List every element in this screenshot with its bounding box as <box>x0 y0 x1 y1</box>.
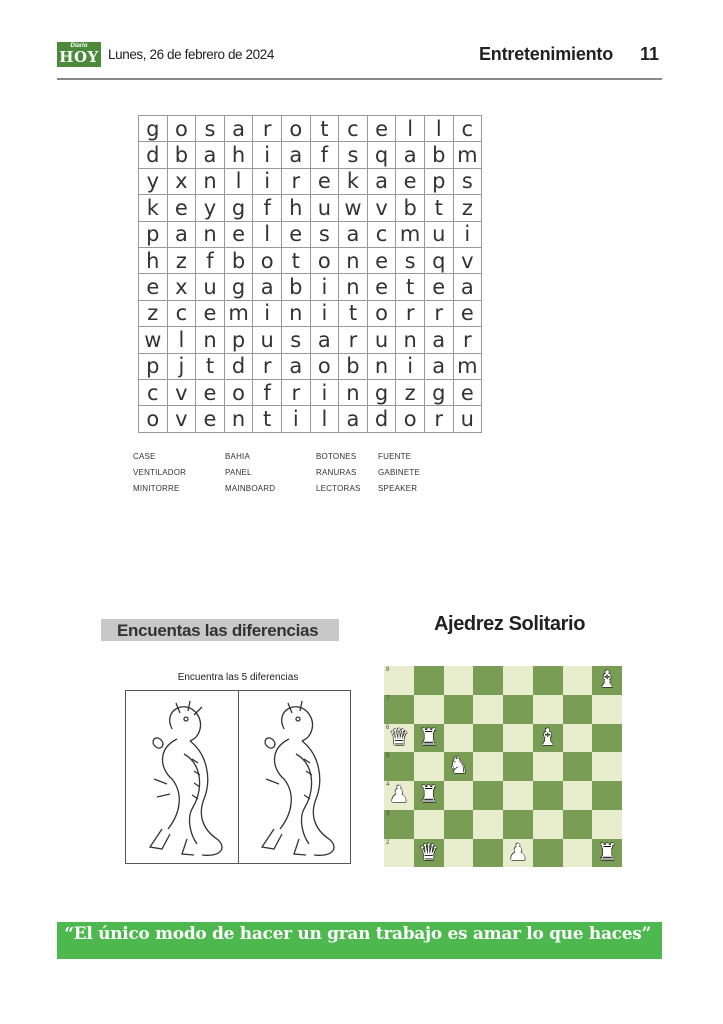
chess-square <box>563 752 593 781</box>
grid-letter: z <box>396 379 425 405</box>
grid-letter: n <box>367 353 396 379</box>
grid-letter: e <box>196 300 225 326</box>
chess-piece-icon: ♝ <box>537 724 558 751</box>
grid-letter: s <box>453 168 482 194</box>
grid-letter: v <box>453 247 482 273</box>
grid-letter: a <box>396 142 425 168</box>
chess-square <box>533 752 563 781</box>
grid-letter: x <box>167 168 196 194</box>
grid-letter: l <box>310 406 339 432</box>
grid-letter: e <box>196 379 225 405</box>
chess-square <box>533 666 563 695</box>
grid-letter: w <box>339 195 368 221</box>
dragon-drawing-left-icon <box>132 699 232 859</box>
grid-letter: l <box>424 116 453 142</box>
grid-letter: n <box>396 327 425 353</box>
chess-square <box>473 666 503 695</box>
grid-letter: f <box>196 247 225 273</box>
chess-square <box>444 781 474 810</box>
grid-letter: k <box>139 195 168 221</box>
chess-square <box>503 695 533 724</box>
grid-letter: e <box>167 195 196 221</box>
grid-letter: m <box>224 300 253 326</box>
grid-letter: i <box>253 142 282 168</box>
grid-letter: y <box>139 168 168 194</box>
grid-letter: s <box>310 221 339 247</box>
grid-letter: w <box>139 327 168 353</box>
chess-square <box>444 695 474 724</box>
word-list-item: PANEL <box>225 468 252 477</box>
grid-letter: e <box>367 274 396 300</box>
word-list-item: GABINETE <box>378 468 421 477</box>
grid-letter: b <box>339 353 368 379</box>
grid-letter: a <box>167 221 196 247</box>
word-list-item: CASE <box>133 452 156 461</box>
grid-letter: s <box>281 327 310 353</box>
rank-label: 5 <box>386 753 390 760</box>
grid-letter: c <box>367 221 396 247</box>
grid-letter: q <box>367 142 396 168</box>
grid-letter: z <box>167 247 196 273</box>
grid-letter: u <box>453 406 482 432</box>
grid-letter: i <box>310 274 339 300</box>
grid-letter: o <box>367 300 396 326</box>
chess-square <box>414 695 444 724</box>
grid-letter: y <box>196 195 225 221</box>
grid-letter: o <box>139 406 168 432</box>
grid-letter: f <box>253 195 282 221</box>
grid-letter: e <box>139 274 168 300</box>
grid-letter: n <box>196 168 225 194</box>
grid-letter: u <box>310 195 339 221</box>
grid-letter: t <box>196 353 225 379</box>
grid-letter: o <box>167 116 196 142</box>
grid-letter: h <box>281 195 310 221</box>
page-number: 11 <box>640 44 660 64</box>
grid-row <box>139 353 482 379</box>
grid-letter: i <box>453 221 482 247</box>
chess-piece-icon: ♜ <box>418 782 439 808</box>
logo-small-text: Diario <box>70 43 88 49</box>
logo-main-text: HOY <box>59 48 99 66</box>
grid-letter: p <box>139 221 168 247</box>
differences-caption: Encuentra las 5 diferencias <box>177 672 299 683</box>
chess-square <box>473 839 503 868</box>
word-list-item: MINITORRE <box>133 484 180 493</box>
chess-piece-icon: ♝ <box>596 667 618 693</box>
grid-letter: r <box>253 116 282 142</box>
grid-letter: v <box>167 406 196 432</box>
grid-letter: n <box>339 274 368 300</box>
word-list-item: VENTILADOR <box>133 468 187 477</box>
chess-piece-icon: ♜ <box>596 839 618 866</box>
grid-letter: d <box>367 406 396 432</box>
chess-square <box>503 666 533 695</box>
grid-letter: i <box>253 168 282 194</box>
grid-letter: o <box>310 353 339 379</box>
grid-letter: g <box>224 274 253 300</box>
grid-letter: b <box>224 247 253 273</box>
chess-square <box>592 695 622 724</box>
chess-square <box>563 781 593 810</box>
grid-letter: v <box>367 195 396 221</box>
chess-square <box>533 839 563 868</box>
chess-square <box>503 781 533 810</box>
rank-label: 6 <box>386 724 390 731</box>
differences-frame <box>125 690 351 864</box>
grid-letter: p <box>224 327 253 353</box>
chess-square <box>563 666 593 695</box>
chess-square <box>473 810 503 839</box>
chess-piece-icon: ♟ <box>388 782 410 808</box>
quote-text: “El único modo de hacer un gran trabajo es amar lo que haces” <box>64 924 651 944</box>
word-list-item: MAINBOARD <box>225 484 276 493</box>
grid-letter: n <box>196 327 225 353</box>
grid-row <box>139 221 482 247</box>
grid-letter: t <box>339 300 368 326</box>
chess-square <box>592 752 622 781</box>
rank-label: 3 <box>386 810 390 817</box>
grid-letter: e <box>310 168 339 194</box>
word-list-item: SPEAKER <box>378 484 418 493</box>
grid-letter: c <box>453 116 482 142</box>
differences-title: Encuentas las diferencias <box>117 621 319 640</box>
chess-square <box>473 695 503 724</box>
grid-letter: n <box>281 300 310 326</box>
grid-letter: e <box>396 168 425 194</box>
grid-letter: c <box>339 116 368 142</box>
grid-letter: r <box>424 300 453 326</box>
grid-letter: a <box>281 353 310 379</box>
rank-label: 7 <box>386 695 390 702</box>
grid-letter: i <box>396 353 425 379</box>
grid-letter: d <box>224 353 253 379</box>
grid-letter: f <box>310 142 339 168</box>
grid-letter: r <box>396 300 425 326</box>
grid-letter: o <box>253 247 282 273</box>
chess-square <box>473 781 503 810</box>
grid-letter: s <box>396 247 425 273</box>
grid-letter: t <box>396 274 425 300</box>
grid-letter: e <box>224 221 253 247</box>
grid-letter: m <box>453 142 482 168</box>
chess-square <box>473 724 503 753</box>
grid-letter: a <box>367 168 396 194</box>
grid-letter: r <box>281 379 310 405</box>
grid-letter: g <box>424 379 453 405</box>
grid-letter: l <box>224 168 253 194</box>
grid-letter: u <box>424 221 453 247</box>
word-search-grid <box>138 115 482 433</box>
chess-board <box>384 666 622 896</box>
chess-square <box>444 839 474 868</box>
grid-letter: a <box>424 353 453 379</box>
grid-letter: j <box>167 353 196 379</box>
issue-date: Lunes, 26 de febrero de 2024 <box>108 47 274 62</box>
dragon-drawing-right-icon <box>244 699 344 859</box>
grid-row <box>139 274 482 300</box>
rank-label: 2 <box>386 839 390 846</box>
grid-letter: l <box>167 327 196 353</box>
grid-letter: o <box>396 406 425 432</box>
grid-letter: p <box>424 168 453 194</box>
grid-letter: t <box>310 116 339 142</box>
section-title: Entretenimiento <box>479 44 614 64</box>
chess-piece-icon: ♟ <box>507 839 529 866</box>
grid-letter: s <box>196 116 225 142</box>
header-divider <box>57 78 662 80</box>
grid-letter: a <box>453 274 482 300</box>
word-list-item: BOTONES <box>316 452 357 461</box>
grid-row <box>139 195 482 221</box>
word-list-item: BAHIA <box>225 452 251 461</box>
chess-square <box>444 724 474 753</box>
word-list-item: LECTORAS <box>316 484 361 493</box>
grid-letter: x <box>167 274 196 300</box>
word-list-item: FUENTE <box>378 452 412 461</box>
grid-letter: n <box>224 406 253 432</box>
grid-letter: r <box>339 327 368 353</box>
grid-letter: r <box>281 168 310 194</box>
chess-square <box>473 752 503 781</box>
grid-letter: e <box>424 274 453 300</box>
grid-letter: n <box>339 379 368 405</box>
grid-letter: e <box>367 116 396 142</box>
grid-row <box>139 406 482 432</box>
grid-letter: f <box>253 379 282 405</box>
chess-square <box>533 810 563 839</box>
grid-letter: o <box>281 116 310 142</box>
grid-letter: e <box>281 221 310 247</box>
rank-label: 4 <box>386 782 390 788</box>
grid-letter: e <box>453 379 482 405</box>
grid-letter: z <box>453 195 482 221</box>
grid-letter: u <box>196 274 225 300</box>
grid-letter: e <box>453 300 482 326</box>
grid-letter: g <box>224 195 253 221</box>
grid-letter: p <box>139 353 168 379</box>
chess-square <box>563 839 593 868</box>
newspaper-logo <box>57 42 101 67</box>
rank-label: 8 <box>386 667 390 673</box>
grid-letter: v <box>167 379 196 405</box>
chess-piece-icon: ♜ <box>418 724 439 751</box>
grid-letter: b <box>424 142 453 168</box>
grid-letter: l <box>396 116 425 142</box>
chess-piece-icon: ♛ <box>388 724 410 751</box>
grid-letter: m <box>453 353 482 379</box>
word-list-item: RANURAS <box>316 468 357 477</box>
grid-letter: a <box>196 142 225 168</box>
grid-letter: s <box>339 142 368 168</box>
grid-letter: u <box>367 327 396 353</box>
grid-letter: t <box>424 195 453 221</box>
grid-letter: z <box>139 300 168 326</box>
grid-letter: r <box>453 327 482 353</box>
grid-row <box>139 116 482 142</box>
grid-letter: d <box>139 142 168 168</box>
grid-letter: o <box>310 247 339 273</box>
grid-letter: e <box>367 247 396 273</box>
chess-square <box>563 810 593 839</box>
chess-square <box>592 781 622 810</box>
grid-row <box>139 327 482 353</box>
grid-letter: a <box>310 327 339 353</box>
grid-letter: g <box>367 379 396 405</box>
chess-square <box>503 724 533 753</box>
grid-letter: n <box>339 247 368 273</box>
grid-letter: a <box>339 221 368 247</box>
grid-letter: k <box>339 168 368 194</box>
grid-letter: q <box>424 247 453 273</box>
chess-square <box>503 752 533 781</box>
grid-letter: m <box>396 221 425 247</box>
grid-letter: e <box>196 406 225 432</box>
grid-row <box>139 168 482 194</box>
grid-letter: i <box>310 379 339 405</box>
grid-letter: l <box>253 221 282 247</box>
chess-square <box>533 781 563 810</box>
grid-letter: n <box>196 221 225 247</box>
chess-square <box>503 810 533 839</box>
chess-piece-icon: ♛ <box>418 839 439 866</box>
grid-letter: c <box>167 300 196 326</box>
grid-letter: r <box>424 406 453 432</box>
grid-row <box>139 300 482 326</box>
chess-piece-icon: ♞ <box>448 753 469 780</box>
grid-letter: r <box>253 353 282 379</box>
grid-row <box>139 247 482 273</box>
chess-square <box>592 810 622 839</box>
grid-letter: b <box>281 274 310 300</box>
grid-row <box>139 379 482 405</box>
grid-letter: t <box>281 247 310 273</box>
grid-letter: u <box>253 327 282 353</box>
grid-letter: a <box>339 406 368 432</box>
grid-letter: b <box>167 142 196 168</box>
grid-letter: a <box>224 116 253 142</box>
grid-letter: b <box>396 195 425 221</box>
differences-divider <box>238 691 239 863</box>
chess-square <box>533 695 563 724</box>
chess-square <box>592 724 622 753</box>
grid-letter: i <box>281 406 310 432</box>
chess-square <box>444 810 474 839</box>
grid-letter: i <box>253 300 282 326</box>
grid-letter: h <box>139 247 168 273</box>
grid-letter: t <box>253 406 282 432</box>
chess-square <box>444 666 474 695</box>
chess-square <box>563 695 593 724</box>
grid-row <box>139 142 482 168</box>
chess-square <box>414 752 444 781</box>
grid-letter: g <box>139 116 168 142</box>
chess-title: Ajedrez Solitario <box>434 613 586 635</box>
chess-square <box>414 810 444 839</box>
differences-puzzle <box>123 664 348 894</box>
grid-letter: i <box>310 300 339 326</box>
grid-letter: h <box>224 142 253 168</box>
chess-square <box>414 666 444 695</box>
grid-letter: a <box>281 142 310 168</box>
chess-square <box>563 724 593 753</box>
grid-letter: a <box>424 327 453 353</box>
grid-letter: a <box>253 274 282 300</box>
grid-letter: c <box>139 379 168 405</box>
grid-letter: o <box>224 379 253 405</box>
